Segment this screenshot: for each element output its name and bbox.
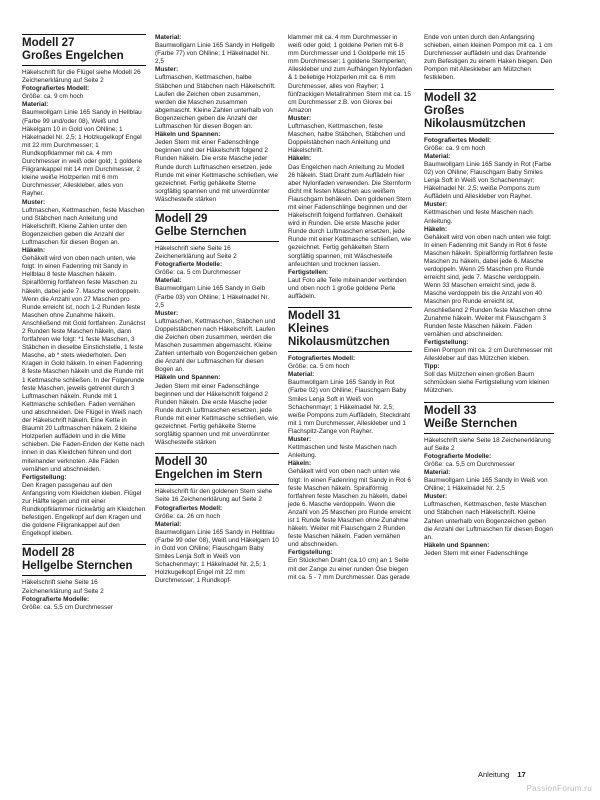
model-32-heading (424, 89, 554, 134)
model-29-material-label: Material: (155, 277, 182, 285)
model-33-size-label: Fotografierte Modelle: (424, 452, 492, 460)
model-29-name: Gelbe Sternchen (155, 226, 279, 242)
model-30-size-label: Fotografiertes Modell: (155, 504, 223, 512)
model-29-muster-label: Muster: (155, 309, 179, 317)
model-30-material-label: Material: (155, 520, 182, 528)
model-31-heading (288, 307, 412, 352)
model-30-muster: Luftmaschen, Kettmaschen, feste Maschen, halbe Stäbchen, Stäbchen und Doppelstäbchen nach Anleitung und Häkelschrift. (288, 123, 405, 155)
model-30-heading (155, 453, 279, 485)
model-27-intro: Häkelschrift für die Flügel siehe Modell 26 Zeichenerklärung auf Seite 2 (22, 69, 141, 85)
model-27-haekeln: Gehäkelt wird von oben nach unten, wie folgt: In einen Fadenring mit Sandy in Hellblau 8 feste Maschen häkeln. Spiralförmig fortfahren feste Maschen zu häkeln, dabei jede 7. Masche verdoppeln. Wenn die Anzahl von 27 Maschen pro Runde erreicht ist, noch 1-2 Runden feste Maschen ohne Zunahme häkeln. Anschließend mit Gold fortfahren. Zunächst 2 Runden feste Maschen häkeln, dann fortfahren wie folgt: *1 feste Maschen, 3 Stäbchen in dieselbe Einstichstelle, 1 feste Masche, ab * stets wiederholen. Den Kragen in Gold häkeln. In einen Fadenring 8 feste Maschen häkeln und die Runde mit 1 Kettmasche schließen. In der Folgerunde feste Maschen, jeweils getrennt durch 3 Luftmaschen häkeln. Runde mit 1 Kettmasche schließen. Faden vernähen und abschneiden. Die Flügel in Weiß nach der Häkelschrift häkeln. Eine Kette in Blaumit 20 Luftmaschen häkeln. 2 kleine Holzperlen auffädeln und in die Mitte schieben. Die Faden-Enden der Kette nach innen in das Kleidchen führen und dort miteinander verknoten. Alle Fäden vernähen und abschneiden. (22, 255, 146, 473)
model-27-heading (22, 34, 146, 66)
watermark: PassionForum.ru (526, 784, 592, 793)
model-32-haekeln-label: Häkeln: (424, 225, 448, 233)
model-32-muster-label: Muster: (424, 201, 448, 209)
model-33-size: Größe: ca. 5,5 cm Durchmesser (424, 460, 515, 468)
column-4 (424, 34, 554, 558)
model-31-haekeln-label: Häkeln: (288, 460, 312, 468)
model-28-muster: Luftmaschen, Kettmaschen, halbe Stäbchen und Stäbchen nach Häkelschrift. Laufen die Zeichen oben zusammen, werden die Maschen zusammen abgemascht. Kleine Zahlen unterhalb von Bogenzeichen geben die Anzahl der Luftmaschen für diesen Bogen an. (155, 74, 276, 131)
model-33-hs-label: Häkeln und Spannen: (424, 541, 490, 549)
model-31-muster-label: Muster: (288, 436, 312, 444)
model-32-size: Größe: ca. 9 cm hoch (424, 144, 486, 152)
model-29-size-label: Fotografierte Modelle: (155, 261, 223, 269)
model-32-fertig-label: Fertigstellung: (424, 338, 469, 346)
model-27-size: Größe: ca. 9 cm hoch (22, 93, 84, 101)
tipp-label: Tipp: (424, 363, 440, 371)
model-27-material-label: Material: (22, 101, 49, 109)
model-30-muster-label: Muster: (288, 114, 312, 122)
column-3 (288, 34, 412, 582)
model-30-material: Baumwollgarn Linie 165 Sandy in Hellblau (Farbe 99 oder 08), Weiß und Häkelgarn 10 in Gold von ONline; Flauschgarn Baby Smiles Lenja Soft in Weiß von Schachenmayr; 1 Häkelnadel Nr. 2,5; 1 Holzkugelkopf Engel mit 22 mm Durchmesser; 1 Rundkopf- (155, 528, 279, 585)
model-28-heading (22, 544, 146, 576)
model-31-title: Modell 31 (288, 310, 341, 323)
model-31-material: Baumwollgarn Linie 165 Sandy in Rot (Farbe 02) von ONline; Flauschgarn Baby Smiles Lenja Soft in Weiß von Schachenmayr; 1 Häkelnadel Nr. 2,5; weiße Pompons zum Auffädeln, Steckdraht mit 1 mm Durchmesser, Alleskleber und 1 Flachspitz-Zange von Rayher. (288, 379, 411, 435)
model-31-fertig-cont: Ende von unten durch den Anfangsring schieben, einen kleinen Pompon mit ca. 1 cm Durchmesser auffädeln und das Drahtende zum Befestigen zu einem Haken biegen. Den Pompon mit Alleskleber am Mützchen festkleben. (424, 34, 553, 82)
model-27-fertig-label: Fertigstellung: (22, 473, 67, 481)
model-33-heading (424, 402, 554, 434)
model-30-name: Engelchen im Stern (155, 469, 279, 485)
column-2 (155, 34, 279, 585)
page-number: 17 (517, 770, 526, 779)
page-footer (478, 770, 526, 779)
model-28-material: Baumwollgarn Linie 165 Sandy in Hellgelb (Farbe 77) von ONline; 1 Häkelnadel Nr. 2,5 (155, 42, 275, 66)
document-page (22, 34, 578, 769)
model-29-hs: Jeden Stern mit einer Fadenschlinge beginnen und der Häkelschrift folgend 2 Runden häkeln. Die erste Masche jeder Runde durch Luftmaschen ersetzen, jede Runde mit einer Kettmasche schließen, wie gezeichnet. Fertig gehäkelte Sterne sorgfältig spannen und mit unverdünnter Wäschesteife stärken (155, 382, 278, 447)
model-30-fertig: Laut Foto alle Teile miteinander verbinden und oben noch 1 große goldene Perle auffädeln. (288, 276, 407, 300)
model-30-material-cont: klammer mit ca. 4 mm Durchmesser in weiß oder gold; 1 goldene Perlen mit 6-8 mm Durchmesser und 1 Goldperle mit 15 mm Durchmesser; 1 goldene Sternperlen; Alleskleber und zum Aufhängen Nylonfaden & 1 beliebige Holzperlen mit ca. 6 mm Durchmesser, alles von Rayher; 1 fünfzackigen Metallrahmen Stern mit ca. 15 cm Durchmesser z.B. von Glorex bei Amazon (288, 34, 412, 114)
model-28-muster-label: Muster: (155, 66, 179, 74)
model-32-material: Baumwollgarn Linie 165 Sandy in Rot (Farbe 02) von ONline; Flauschgarn Baby Smiles Lenja Soft in Weiß von Schachenmayr; Häkelnadel Nr. 2,5; weiße Pompons zum Auffädeln und Alleskleber von Rayher. (424, 160, 552, 201)
model-32-size-label: Fotografiertes Modell: (424, 136, 492, 144)
model-29-material: Baumwollgarn Linie 165 Sandy in Gelb (Farbe 03) von ONline; 1 Häkelnadel Nr. 2,5 (155, 285, 270, 309)
model-30-haekeln-label: Häkeln: (288, 155, 312, 163)
model-28-material-label: Material: (155, 34, 182, 41)
model-28-hs-label: Häkeln und Spannen: (155, 131, 221, 139)
model-30-fertig-label: Fertigstellen: (288, 268, 329, 276)
model-31-material-label: Material: (288, 371, 315, 379)
model-28-intro: Häkelschrift siehe Seite 16 Zeichenerklärung auf Seite 2 (22, 579, 104, 595)
column-1 (22, 34, 146, 612)
footer-label: Anleitung (478, 770, 510, 779)
model-31-size: Größe: ca. 5 cm hoch (288, 363, 350, 371)
model-33-title: Modell 33 (424, 404, 477, 417)
model-27-material: Baumwollgarn Linie 165 Sandy in Hellblau (Farbe 99 und/oder 08), Weiß und Häkelgarn 10 in Gold von ONline; 1 Häkelnadel Nr. 2,5; 1 Holzkugelkopf Engel mit 22 mm Durchmesser; 1 Rundkopfklammer mit ca. 4 mm Durchmesser in weiß oder gold; 1 goldene Filigrankappel mit 14 mm Durchmesser, 2 kleine weiße Holzperlen mit 6 mm Durchmesser; Alleskleber, alles von Rayher. (22, 109, 143, 198)
model-32-name: Großes Nikolausmützchen (424, 105, 554, 134)
model-33-material-label: Material: (424, 468, 451, 476)
model-28-size-label: Fotografierte Modelle: (22, 595, 90, 603)
model-32-material-label: Material: (424, 152, 451, 160)
model-31-haekeln: Gehäkelt wird von oben nach unten wie folgt: In einen Fadenring mit Sandy in Rot 6 feste Maschen häkeln. Spiralförmig fortfahren feste Maschen zu häkeln, dabei jede 6. Masche verdoppeln. Wenn die Anzahl von 25 Maschen pro Runde erreicht ist 1 Runde feste Maschen ohne Zunahme häkeln. Weiter mit Flauschgarn 2 Runden feste Maschen häkeln. Faden vernähen und abschneiden. (288, 468, 411, 549)
model-30-size: Größe: ca. 26 cm hoch (155, 512, 220, 520)
model-31-fertig-label: Fertigstellung: (288, 549, 333, 557)
model-31-size-label: Fotografiertes Modell: (288, 355, 356, 363)
model-33-muster-label: Muster: (424, 493, 448, 501)
model-33-muster: Luftmaschen, Kettmaschen, feste Maschen und Stäbchen nach Häkelschrift. Kleine Zahlen unterhalb von Bogenzeichen geben die Anzahl der Luftmaschen für diesen Bogen an. (424, 501, 553, 541)
model-31-name: Kleines Nikolausmützchen (288, 323, 412, 352)
model-31-muster: Kettmaschen und feste Maschen nach Anleitung. (288, 444, 397, 460)
model-30-haekeln: Das Engelchen nach Anleitung zu Modell 26 häkeln. Statt Draht zum Auffädeln hier aber Nylonfaden verwenden. Die Sternform dicht mit festen Maschen aus weißem Flauschgarn behäkeln. Den goldenen Stern mit einer Fadenschlinge beginnen und der Häkelschrift folgend fortfahren. Gehäkelt wird in Runden. Die erste Masche jeder Runde durch Luftmaschen ersetzen, jede Runde mit einer Kettmasche schließen, wie gezeichnet. Fertig gehäkelten Stern sorgfältig spannen, mit Wäschesteife anfeuchten und trocknen lassen. (288, 163, 412, 268)
model-32-fertig: Einen Pompon mit ca. 2 cm Durchmesser mit Alleskleber auf das Mützchen kleben. (424, 347, 553, 363)
model-28-hs: Jeden Stern mit einer Fadenschlinge beginnen und der Häkelschrift folgend 2 Runden häkeln. Die erste Masche jeder Runde durch Luftmaschen ersetzen, jede Runde mit einer Kettmasche schließen, wie gezeichnet. Fertig gehäkelte Sterne sorgfältig spannen und mit unverdünnter Wäschesteife stärken (155, 139, 278, 203)
model-29-title: Modell 29 (155, 212, 208, 225)
model-29-intro: Häkelschrift siehe Seite 16 Zeichenerklärung auf Seite 2 (155, 244, 237, 261)
model-30-title: Modell 30 (155, 456, 208, 469)
model-31-fertig: Ein Stückchen Draht (ca.10 cm) an 1 Seite mit der Zange zu einer runden Öse biegen mit ca. 5 - 7 mm Durchmesser. Das gerade (288, 557, 410, 581)
model-33-material: Baumwollgarn Linie 165 Sandy in Weiß von ONline; 1 Häkelnadel Nr. 2,5 (424, 477, 548, 493)
model-29-hs-label: Häkeln und Spannen: (155, 374, 221, 382)
model-32-muster: Kettmaschen und feste Maschen nach Anleitung. (424, 209, 533, 225)
model-33-intro: Häkelschrift siehe Seite 18 Zeichenerklärung auf Seite 2 (424, 436, 551, 452)
tipp: Soll das Mützchen einen großen Baum schmücken siehe Fertigstellung vom kleinen Mützchen. (424, 371, 550, 395)
model-28-size: Größe: ca. 5,5 cm Durchmesser (22, 603, 113, 611)
model-32-title: Modell 32 (424, 91, 477, 104)
model-27-size-label: Fotografiertes Modell: (22, 85, 90, 93)
model-28-title: Modell 28 (22, 547, 75, 560)
model-29-muster: Luftmaschen, Kettmaschen, Stäbchen und Doppelstäbchen nach Häkelschrift. Laufen die Zeichen oben zusammen, werden die Maschen zusammen abgemascht. Kleine Zahlen unterhalb von Bogenzeichen geben die Anzahl der Luftmaschen für diesen Bogen an. (155, 317, 277, 374)
model-27-muster-label: Muster: (22, 198, 46, 206)
model-27-muster: Luftmaschen, Kettmaschen, feste Maschen und Stäbchen nach Anleitung und Häkelschrift. Kleine Zahlen unter den Bogenzeichen geben die Anzahl der Luftmaschen für diesen Bogen an. (22, 206, 145, 246)
model-29-size: Größe: ca. 5 cm Durchmesser (155, 269, 241, 277)
model-28-name: Hellgelbe Sternchen (22, 560, 146, 576)
model-27-name: Großes Engelchen (22, 50, 146, 66)
model-27-title: Modell 27 (22, 37, 75, 49)
model-29-heading (155, 210, 279, 242)
model-33-name: Weiße Sternchen (424, 418, 554, 434)
model-32-haekeln: Gehäkelt wird von oben nach unten wie folgt: In einen Fadenring mit Sandy in Rot 6 feste Maschen häkeln. Spiralförmig fortfahren feste Maschen zu häkeln, dabei jede 6. Masche verdoppeln. Wenn 25 Maschen pro Runde erreicht sind, jede 7. Masche verdoppeln. Wenn 33 Maschen erreicht sind, jede 8. Masche verdoppeln bis die Anzahl von 40 Maschen pro Runde erreicht ist. Anschließend 2 Runden feste Maschen ohne Zunahme häkeln. Weiter mit Flauschgarn 3 Runden feste Maschen häkeln. Fäden vernähen und abschneiden. (424, 233, 553, 338)
model-30-intro: Häkelschrift für den goldenen Stern siehe Seite 16 Zeichenerklärung auf Seite 2 (155, 488, 273, 504)
model-33-hs: Jeden Stern mit einer Fadenschlinge (424, 549, 529, 557)
model-27-fertig: Den Kragen passgenau auf den Anfangsring vom Kleidchen kleben. Flügel zur Hälfte legen und mit einer Rundkopfklammer rückwärtig am Kleidchen befestigen. Engelkopf auf den Kragen und die goldene Filigrankappel auf den Engelkopf kleben. (22, 481, 146, 538)
model-27-haekeln-label: Häkeln: (22, 247, 46, 255)
